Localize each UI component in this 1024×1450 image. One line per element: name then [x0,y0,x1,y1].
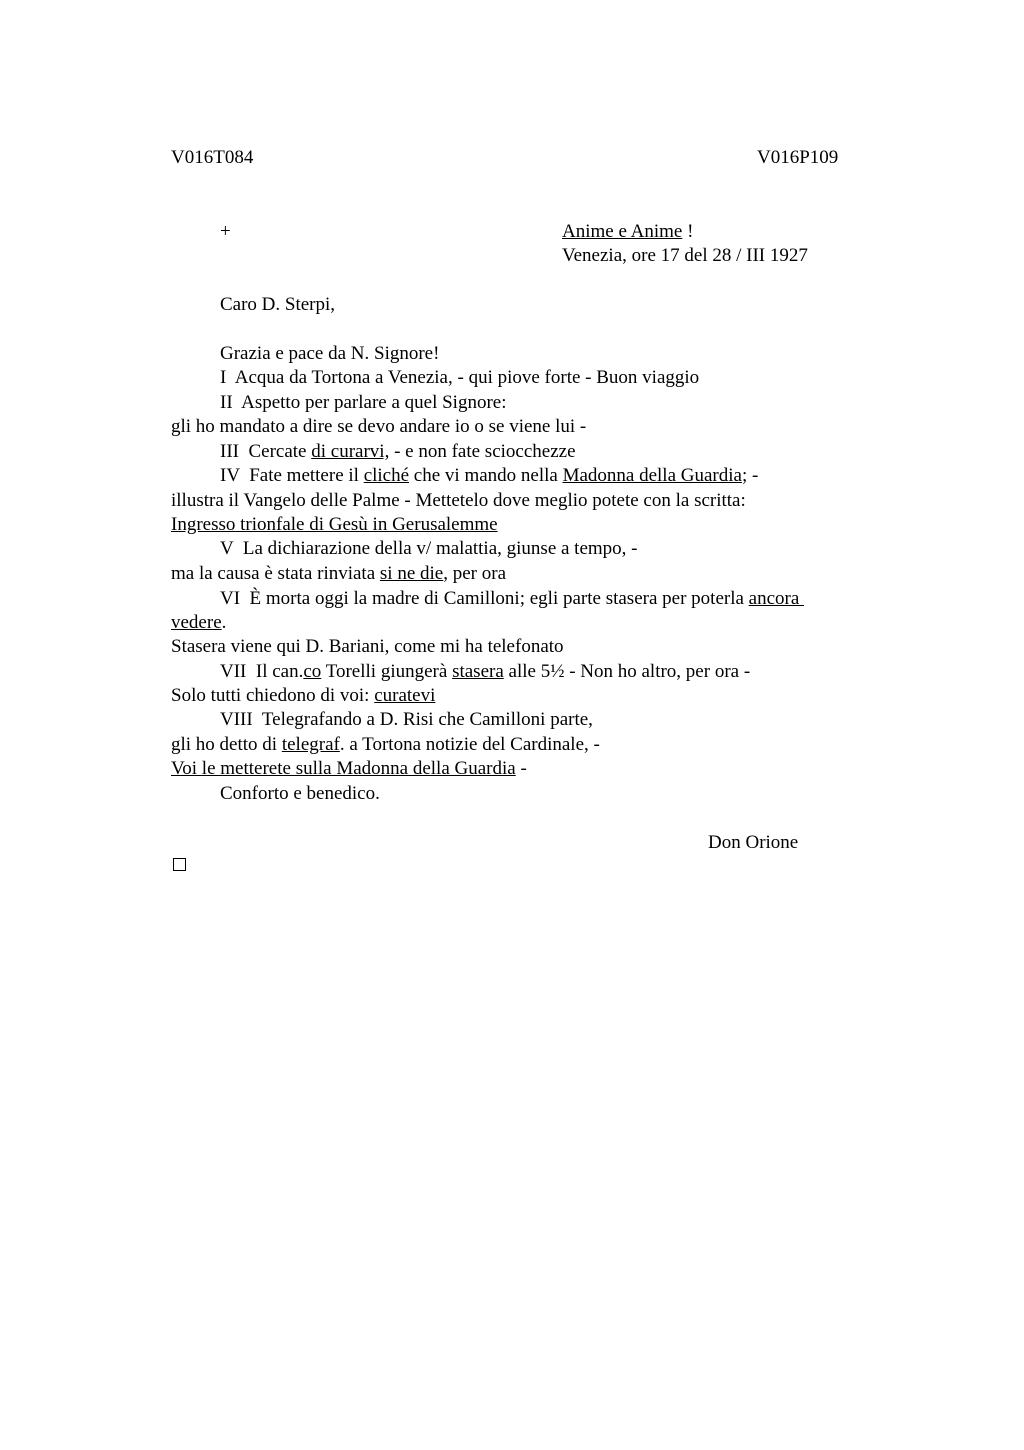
item-4-text-b: che vi mando nella [409,465,563,486]
greeting: Grazia e pace da N. Signore! [220,343,440,364]
item-4-line-1 [220,464,758,488]
item-3 [220,440,576,464]
item-8-line-2 [171,733,600,757]
item-6-underlined-b: vedere [171,612,222,633]
item-5-text-b: , per ora [443,563,507,584]
item-4-text-a: IV Fate mettere il [220,465,364,486]
item-2-line-2: gli ho mandato a dire se devo andare io o se viene lui - [171,416,587,437]
item-4-line-2: illustra il Vangelo delle Palme - Mettetelo dove meglio potete con la scritta: [171,490,746,511]
header-right-code: V016P109 [757,147,839,168]
item-4-line-3: Ingresso trionfale di Gesù in Gerusalemme [171,514,498,535]
item-8-underlined-telegraf: telegraf [281,734,340,755]
item-6-text-b: . [221,612,227,633]
item-5-underlined: si ne die [379,563,444,584]
item-3-text-a: III Cercate [220,441,312,462]
item-7-text-c: alle 5½ - Non ho altro, per ora - [503,661,751,682]
salutation: Caro D. Sterpi, [220,294,336,315]
item-6-underlined-a: ancora [748,588,805,609]
end-square-icon [173,858,186,871]
item-5-text-a: ma la causa è stata rinviata [171,563,380,584]
item-2-line-1: II Aspetto per parlare a quel Signore: [220,392,507,413]
item-8-text-b: . a Tortona notizie del Cardinale, - [339,734,600,755]
cross-mark: + [220,221,231,242]
item-7-text-d: Solo tutti chiedono di voi: [171,685,375,706]
item-6-line-3: Stasera viene qui D. Bariani, come mi ha telefonato [171,636,564,657]
motto-mark: ! [682,221,694,242]
item-7-text-a: VII Il can. [220,661,304,682]
motto-text: Anime e Anime [562,221,683,242]
item-8-line-1: VIII Telegrafando a D. Risi che Camilloni parte, [220,709,593,730]
place-date: Venezia, ore 17 del 28 / III 1927 [562,245,808,266]
item-7-line-1 [220,660,750,684]
item-4-text-c: ; - [741,465,759,486]
item-3-text-b: - e non fate sciocchezze [389,441,576,462]
item-7-line-2 [171,684,435,708]
item-8-underlined-voi: Voi le metterete sulla Madonna della Guardia [171,758,516,779]
item-8-text-c: - [515,758,527,779]
item-5-line-1: V La dichiarazione della v/ malattia, giunse a tempo, - [220,538,638,559]
closing: Conforto e benedico. [220,783,380,804]
header-left-code: V016T084 [171,147,254,168]
item-4-underlined-cliche: cliché [363,465,410,486]
item-7-underlined-curatevi: curatevi [374,685,436,706]
item-8-text-a: gli ho detto di [171,734,282,755]
item-7-underlined-stasera: stasera [452,661,504,682]
item-7-underlined-co: co [303,661,322,682]
item-7-text-b: Torelli giungerà [321,661,453,682]
motto-line [562,220,693,244]
item-3-underlined: di curarvi, [311,441,390,462]
item-5-line-2 [171,562,506,586]
item-1: I Acqua da Tortona a Venezia, - qui piove forte - Buon viaggio [220,367,700,388]
item-4-underlined-madonna: Madonna della Guardia [562,465,742,486]
item-6-line-1 [220,587,804,611]
signature: Don Orione [708,832,799,853]
item-6-line-2 [171,611,226,635]
item-8-line-3 [171,757,527,781]
item-6-text-a: VI È morta oggi la madre di Camilloni; egli parte stasera per poterla [220,588,749,609]
